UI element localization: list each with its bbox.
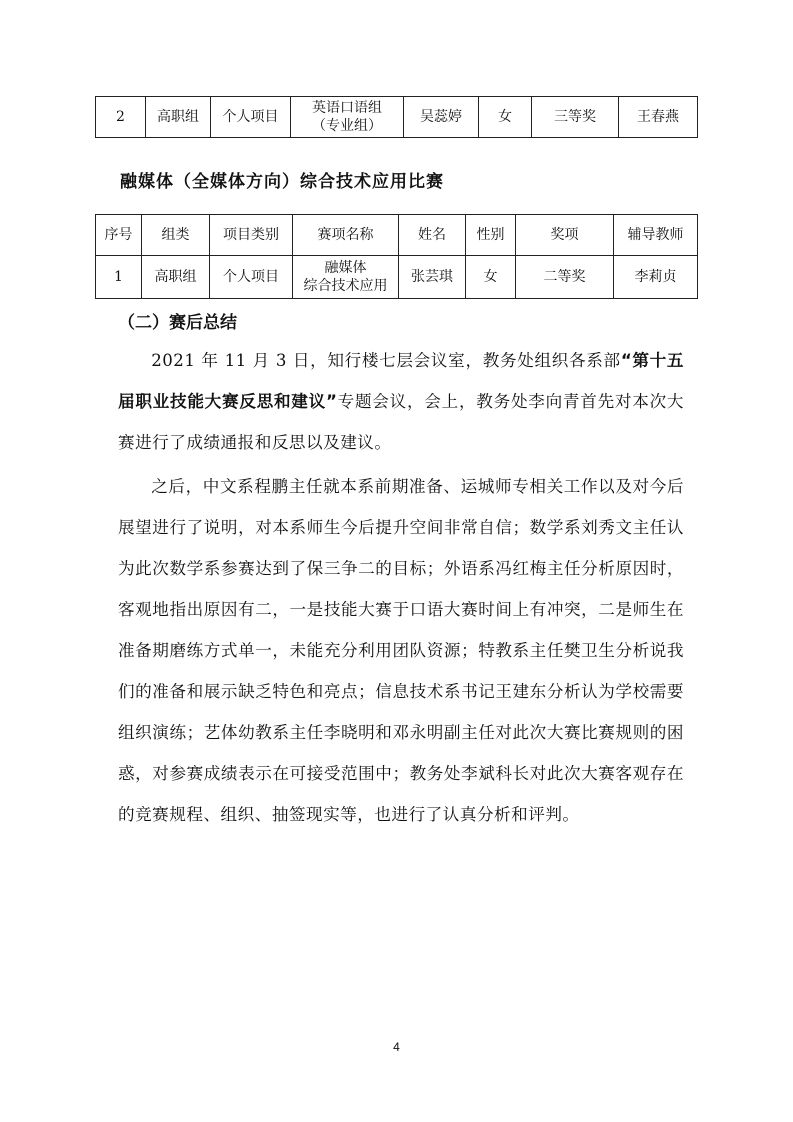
- award-table-english: [95, 96, 698, 138]
- cell-group: 高职组: [142, 256, 210, 299]
- cell-event-line2: 综合技术应用: [303, 278, 388, 294]
- header-teacher: 辅导教师: [614, 215, 698, 256]
- cell-event: [293, 256, 399, 299]
- cell-index: 2: [96, 97, 146, 138]
- header-category: 项目类别: [210, 215, 293, 256]
- meeting-title: “第十五届职业技能大赛反思和建议”: [118, 351, 685, 411]
- cell-index: 1: [96, 256, 142, 299]
- cell-teacher: 李莉贞: [614, 256, 698, 299]
- header-event: 赛项名称: [293, 215, 399, 256]
- cell-award: 三等奖: [532, 97, 619, 138]
- cell-event: [291, 97, 404, 138]
- table-row: [96, 256, 698, 299]
- cell-group: 高职组: [146, 97, 211, 138]
- cell-award: 二等奖: [516, 256, 614, 299]
- page-number: 4: [393, 1040, 400, 1054]
- paragraph-department-reports: 之后，中文系程鹏主任就本系前期准备、运城师专相关工作以及对今后展望进行了说明，对本系师生今后提升空间非常自信；数学系刘秀文主任认为此次数学系参赛达到了保三争二的目标；外语系冯红梅主任分析原因时，客观地指出原因有二，一是技能大赛于口语大赛时间上有冲突，二是师生在准备期磨练方式单一，未能充分利用团队资源；特教系主任樊卫生分析说我们的准备和展示缺乏特色和亮点；信息技术系书记王建东分析认为学校需要组织演练；艺体幼教系主任李晓明和邓永明副主任对此次大赛比赛规则的困惑，对参赛成绩表示在可接受范围中；教务处李斌科长对此次大赛客观存在的竞赛规程、组织、抽签现实等，也进行了认真分析和评判。: [118, 477, 684, 824]
- header-gender: 性别: [466, 215, 516, 256]
- cell-teacher: 王春燕: [619, 97, 698, 138]
- header-name: 姓名: [399, 215, 466, 256]
- paragraph-text: 专题会议，会上，教务处李向青首先对本次大赛进行了成绩通报和反思以及建议。: [118, 392, 685, 452]
- header-index: 序号: [96, 215, 142, 256]
- paragraph-text: 2021 年 11 月 3 日，知行楼七层会议室，教务处组织各系部: [151, 351, 621, 370]
- cell-gender: 女: [466, 256, 516, 299]
- cell-category: 个人项目: [211, 97, 291, 138]
- cell-name: 吴蕊婷: [404, 97, 479, 138]
- header-group: 组类: [142, 215, 210, 256]
- cell-name: 张芸琪: [399, 256, 466, 299]
- cell-category: 个人项目: [210, 256, 293, 299]
- cell-gender: 女: [479, 97, 532, 138]
- table-row: [96, 97, 698, 138]
- subheading-summary: （二）赛后总结: [118, 313, 237, 333]
- paragraph-meeting: [118, 340, 684, 463]
- cell-event-line1: 英语口语组: [312, 100, 382, 116]
- header-award: 奖项: [516, 215, 614, 256]
- section-title: 融媒体（全媒体方向）综合技术应用比赛: [120, 172, 444, 192]
- award-table-media: [95, 214, 698, 299]
- cell-event-line2: （专业组）: [312, 118, 382, 134]
- cell-event-line1: 融媒体: [324, 260, 367, 276]
- table-header-row: [96, 215, 698, 256]
